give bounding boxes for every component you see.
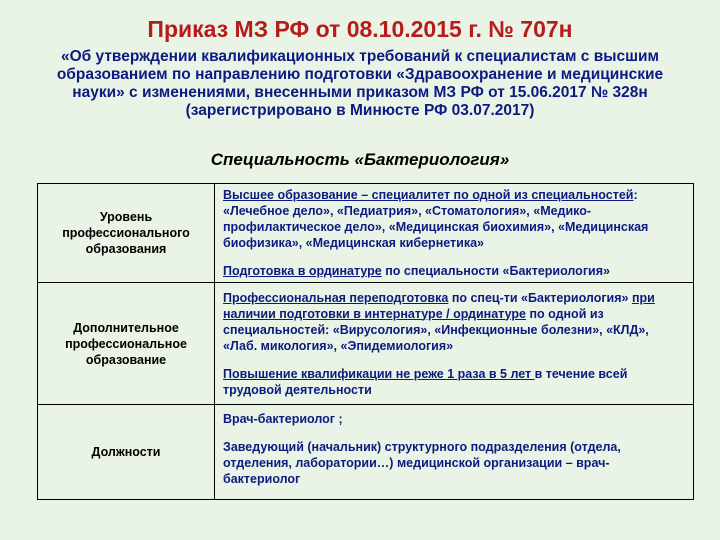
row-label-additional-education: Дополнительное профессиональное образование: [38, 283, 215, 405]
retraining-specialty: по спец-ти «Бактериология»: [448, 290, 632, 305]
order-subtitle: «Об утверждении квалификационных требований к специалистам с высшим образованием по направлению подготовки «Здравоохранение и медицинские науки» с изменениями, внесенными приказом МЗ РФ от 15.06.2017 № 328н (зарегистрировано в Минюсте РФ 03.07.2017): [56, 48, 664, 119]
row-value-additional-education: [215, 283, 694, 405]
position-head: Заведующий (начальник) структурного подразделения (отдела, отделения, лаборатории…) медицинской организации – врач-бактериолог: [223, 440, 621, 486]
retraining-title: Профессиональная переподготовка: [223, 290, 449, 305]
specialty-heading: Специальность «Бактериология»: [210, 150, 510, 169]
page-title: Приказ МЗ РФ от 08.10.2015 г. № 707н: [147, 16, 573, 42]
position-bacteriologist: Врач-бактериолог ;: [223, 412, 343, 426]
table-row: [38, 283, 694, 405]
residency-text: Подготовка в ординатуре: [223, 264, 382, 278]
requirements-table: [37, 183, 694, 500]
residency-specialty: по специальности «Бактериология»: [381, 264, 610, 278]
retraining-text: [223, 290, 685, 354]
row-value-education-level: [215, 184, 694, 283]
higher-education-text: Высшее образование – специалитет по одной из специальностей: [223, 188, 634, 202]
row-label-positions: Должности: [38, 405, 215, 500]
qualification-upgrade-period: в течение всей трудовой деятельности: [223, 366, 628, 397]
specialties-list: : «Лечебное дело», «Педиатрия», «Стоматология», «Медико-профилактическое дело», «Медицинская биохимия», «Медицинская биофизика», «Медицинская кибернетика»: [223, 188, 649, 250]
residency-line: [223, 263, 685, 279]
table-row: [38, 184, 694, 283]
internship-condition: при наличии подготовки в интернатуре / ординатуре: [223, 290, 655, 321]
qualification-upgrade-title: Повышение квалификации не реже 1 раза в 5 лет: [223, 366, 535, 381]
row-value-positions: [215, 405, 694, 500]
table-row: [38, 405, 694, 500]
qualification-upgrade-text: [223, 366, 685, 398]
row-label-education-level: Уровень профессионального образования: [38, 184, 215, 283]
education-specialties: [223, 187, 685, 251]
retraining-specialties: по одной из специальностей: «Вирусология», «Инфекционные болезни», «КЛД», «Лаб. микология», «Эпидемиология»: [223, 306, 649, 353]
